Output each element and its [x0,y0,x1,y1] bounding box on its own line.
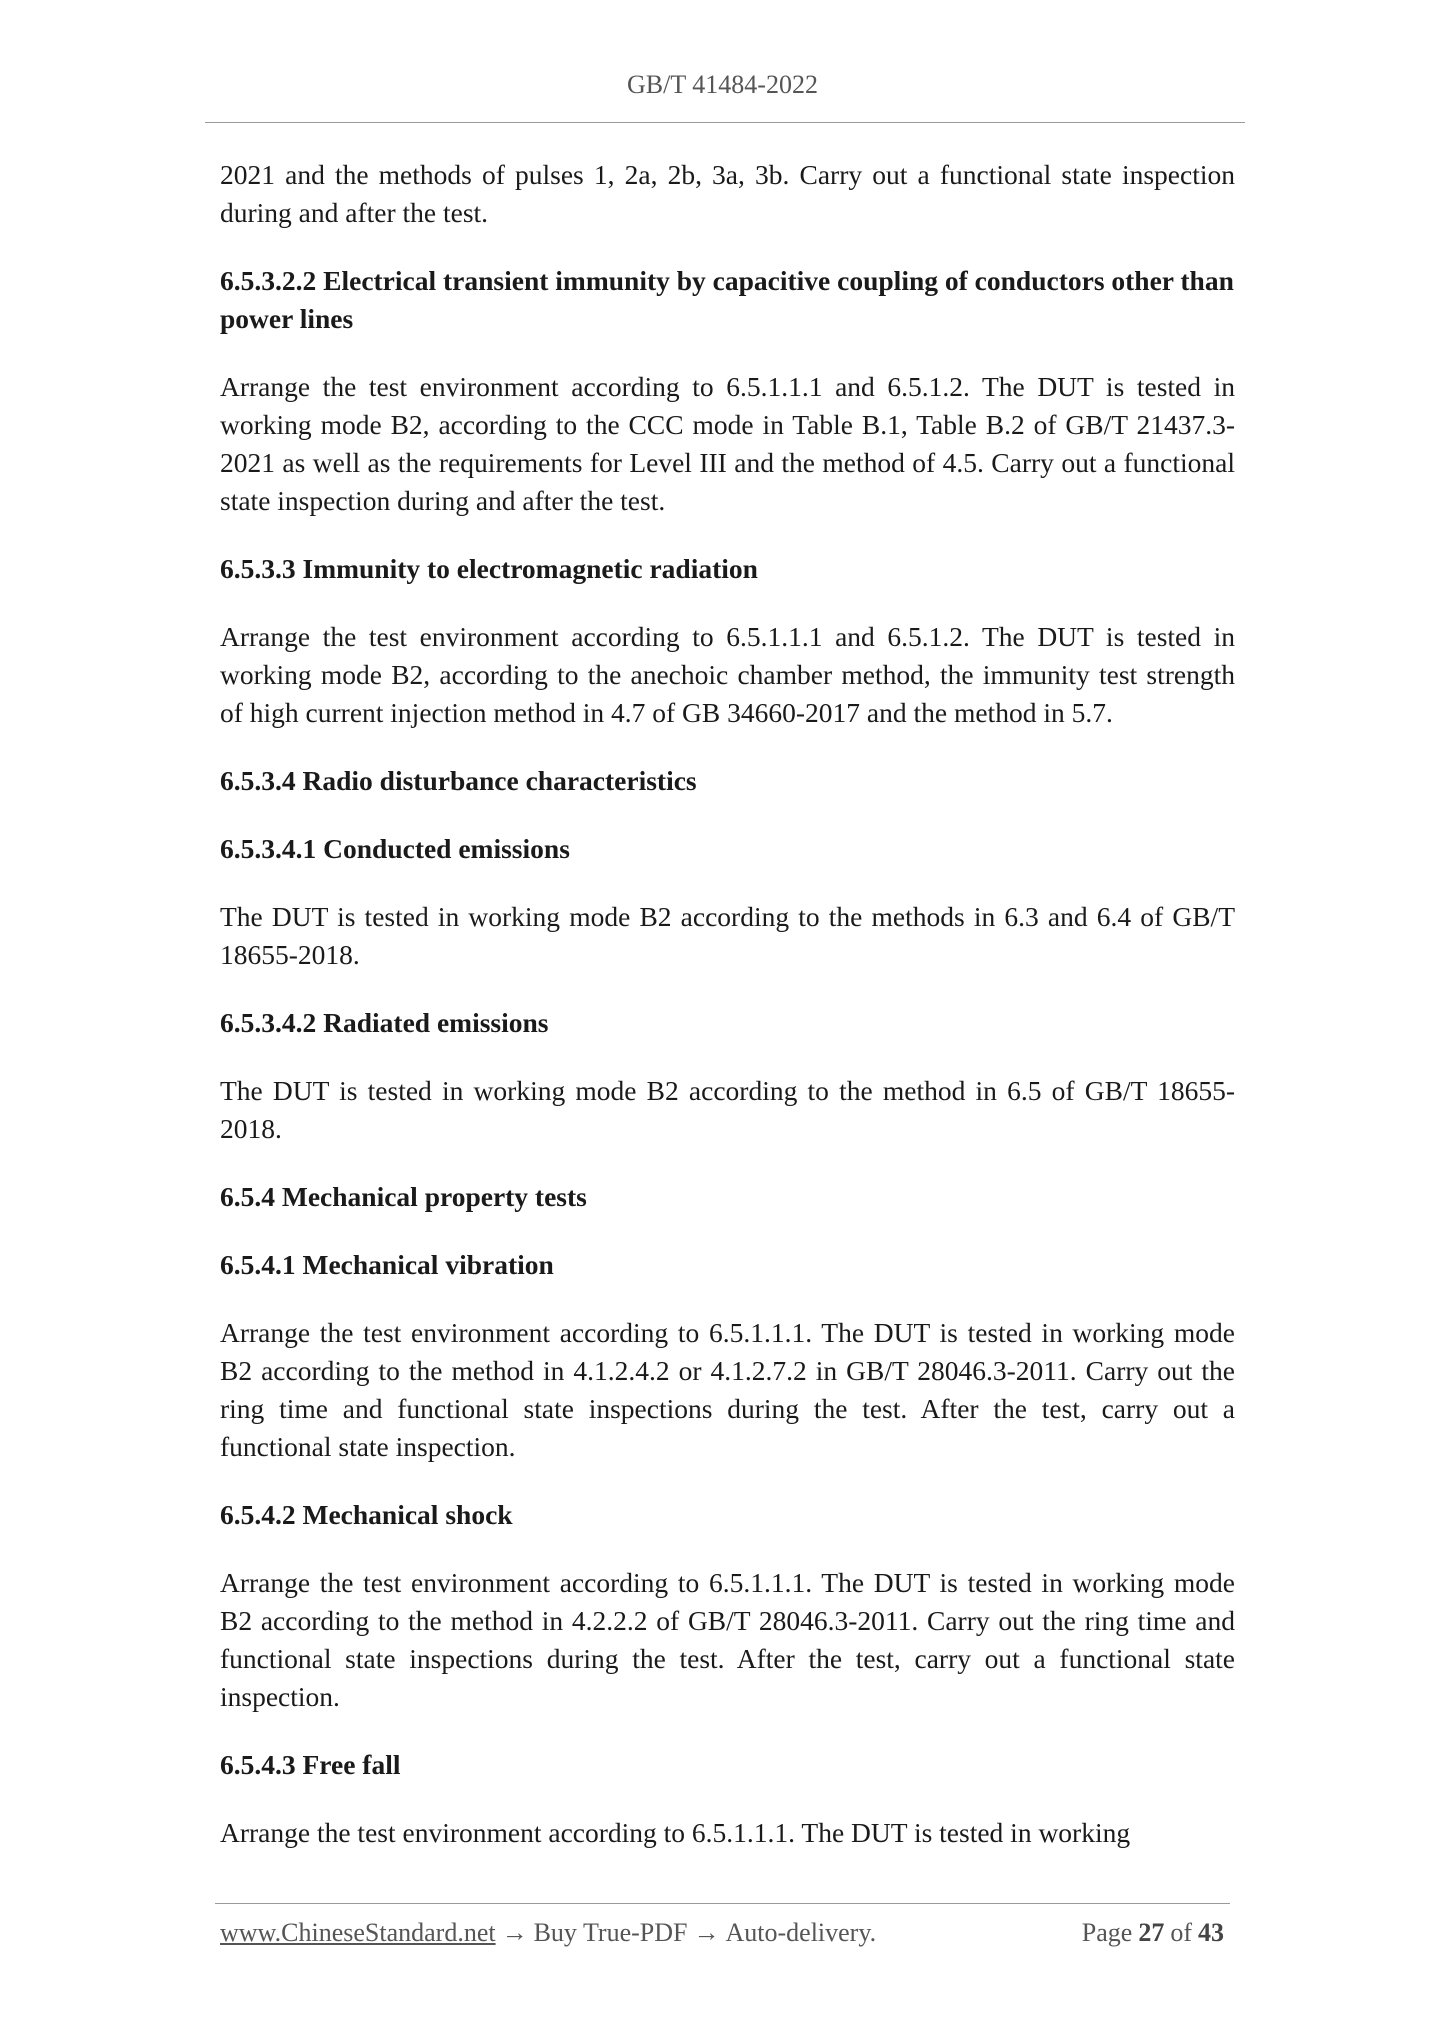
section-heading: 6.5.3.4 Radio disturbance characteristics [220,765,697,796]
paragraph: The DUT is tested in working mode B2 according to the methods in 6.3 and 6.4 of GB/T 18655-2018. [220,901,1235,970]
paragraph: Arrange the test environment according to 6.5.1.1.1 and 6.5.1.2. The DUT is tested in working mode B2, according to the anechoic chamber method, the immunity test strength of high current injection method in 4.7 of GB 34660-2017 and the method in 5.7. [220,621,1235,728]
paragraph: The DUT is tested in working mode B2 according to the method in 6.5 of GB/T 18655-2018. [220,1075,1235,1144]
site-link[interactable]: www.ChineseStandard.net [220,1918,496,1947]
paragraph: 2021 and the methods of pulses 1, 2a, 2b, 3a, 3b. Carry out a functional state inspection during and after the test. [220,159,1235,228]
document-body [220,156,1235,1882]
footer-promo [220,1918,876,1948]
page-label: Page [1081,1918,1133,1947]
paragraph: Arrange the test environment according to 6.5.1.1.1. The DUT is tested in working mode B2 according to the method in 4.1.2.4.2 or 4.1.2.7.2 in GB/T 28046.3-2011. Carry out the ring time and functional state inspections during the test. After the test, carry out a functional state inspection. [220,1317,1235,1462]
paragraph: Arrange the test environment according to 6.5.1.1.1. The DUT is tested in working [220,1817,1131,1848]
footer-divider [215,1903,1230,1904]
auto-delivery-text: Auto-delivery. [725,1918,877,1947]
page-indicator [1082,1918,1230,1948]
paragraph: Arrange the test environment according to 6.5.1.1.1. The DUT is tested in working mode B2 according to the method in 4.2.2.2 of GB/T 28046.3-2011. Carry out the ring time and functional state inspections during the test. After the test, carry out a functional state inspection. [220,1567,1235,1712]
section-heading: 6.5.3.2.2 Electrical transient immunity by capacitive coupling of conductors other than power lines [220,265,1234,334]
section-heading: 6.5.4.2 Mechanical shock [220,1499,513,1530]
section-heading: 6.5.3.4.2 Radiated emissions [220,1007,549,1038]
page-total: 43 [1198,1918,1224,1947]
buy-true-pdf-text: Buy True-PDF [533,1918,688,1947]
page-of-label: of [1170,1918,1192,1947]
page-footer [220,1918,1230,1958]
section-heading: 6.5.4.1 Mechanical vibration [220,1249,554,1280]
page-current: 27 [1138,1918,1165,1947]
arrow-right-icon: → [693,1918,720,1947]
section-heading: 6.5.3.4.1 Conducted emissions [220,833,570,864]
section-heading: 6.5.4.3 Free fall [220,1749,401,1780]
header-divider [205,122,1245,123]
document-id-header: GB/T 41484-2022 [627,70,818,99]
section-heading: 6.5.4 Mechanical property tests [220,1181,587,1212]
section-heading: 6.5.3.3 Immunity to electromagnetic radiation [220,553,758,584]
paragraph: Arrange the test environment according to 6.5.1.1.1 and 6.5.1.2. The DUT is tested in working mode B2, according to the CCC mode in Table B.1, Table B.2 of GB/T 21437.3-2021 as well as the requirements for Level III and the method of 4.5. Carry out a functional state inspection during and after the test. [220,371,1235,516]
arrow-right-icon: → [501,1918,528,1947]
